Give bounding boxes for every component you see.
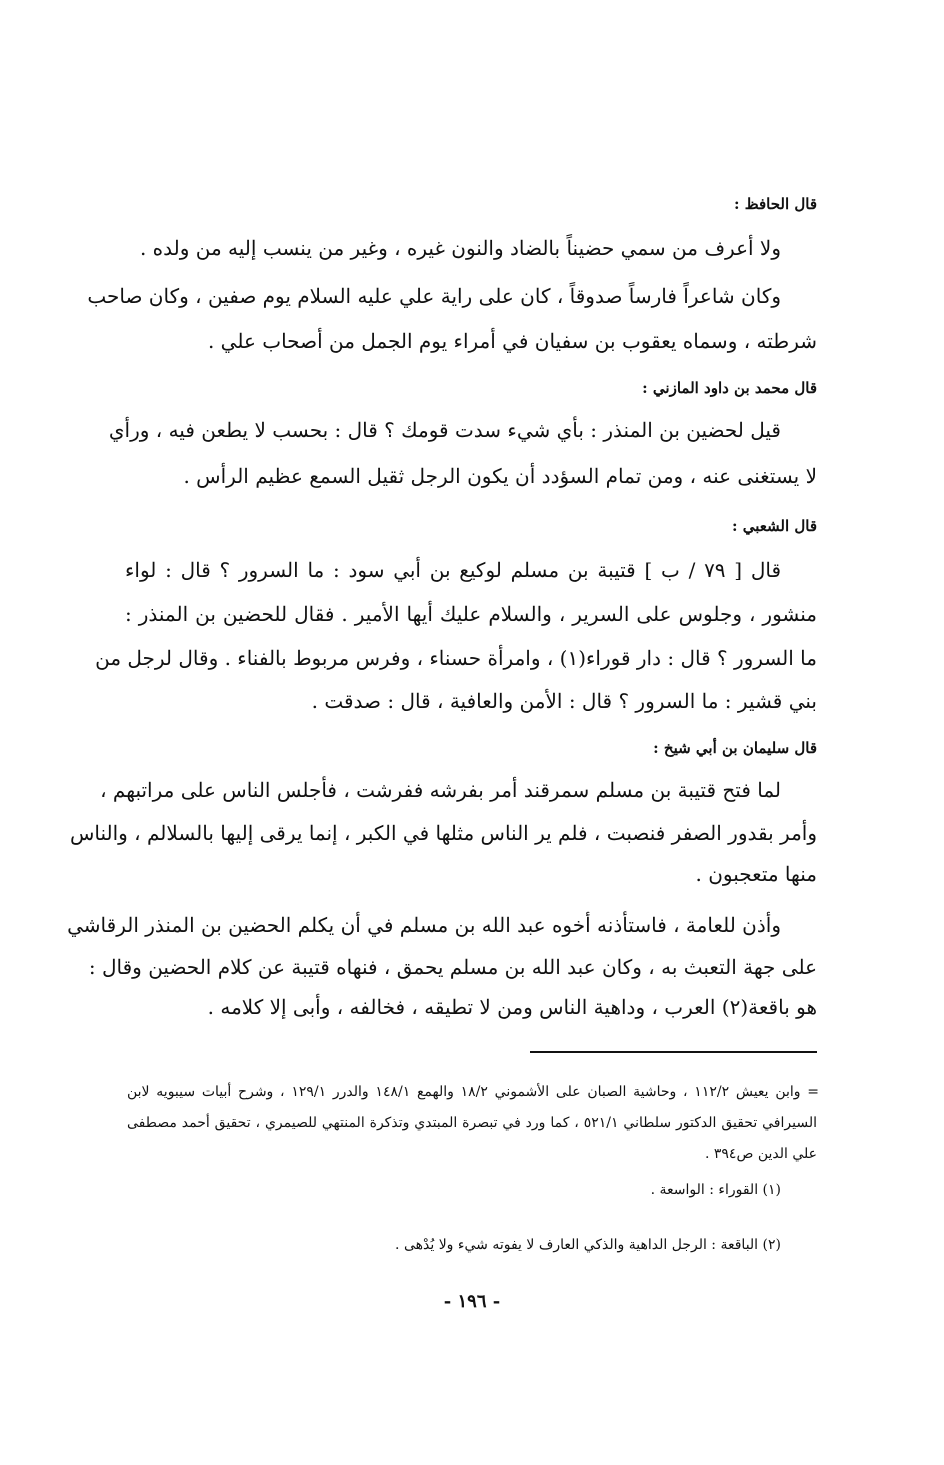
paragraph-line: قيل لحضين بن المنذر : بأي شيء سدت قومك ؟ قال : بحسب لا يطعن فيه ، ورأي	[108, 418, 781, 442]
paragraph-line: ما السرور ؟ قال : دار قوراء(١) ، وامرأة حسناء ، وفرس مربوط بالفناء . وقال لرجل من	[95, 646, 817, 670]
footnote-line: = وابن يعيش ١١٢/٢ ، وحاشية الصبان على الأشموني ١٨/٢ والهمع ١٤٨/١ والدرر ١٢٩/١ ، وشرح أبيات سيبويه لابن	[127, 1084, 819, 1100]
paragraph-line: وكان شاعراً فارساً صدوقاً ، كان على راية علي عليه السلام يوم صفين ، وكان صاحب	[87, 284, 781, 308]
footnote-line: علي الدين ص٣٩٤ .	[704, 1146, 817, 1162]
footnote-1: (١) القوراء : الواسعة .	[650, 1182, 781, 1198]
paragraph-line: قال [ ٧٩ / ب ] قتيبة بن مسلم لوكيع بن أبي سود : ما السرور ؟ قال : لواء	[125, 558, 782, 582]
paragraph-line: لا يستغنى عنه ، ومن تمام السؤدد أن يكون الرجل ثقيل السمع عظيم الرأس .	[183, 464, 817, 488]
section-heading-hafiz: قال الحافظ :	[733, 195, 817, 213]
footnote-separator	[530, 1051, 817, 1053]
section-heading-sulayman: قال سليمان بن أبي شيخ :	[653, 739, 817, 757]
footnote-2: (٢) الباقعة : الرجل الداهية والذكي العارف لا يفوته شيء ولا يُدْهى .	[395, 1237, 781, 1253]
paragraph-line: وأمر بقدور الصفر فنصبت ، فلم ير الناس مثلها في الكبر ، إنما يرقى إليها بالسلالم ، والناس	[69, 821, 817, 845]
paragraph-line: شرطته ، وسماه يعقوب بن سفيان في أمراء يوم الجمل من أصحاب علي .	[207, 329, 817, 353]
paragraph-line: لما فتح قتيبة بن مسلم سمرقند أمر بفرشه ففرشت ، فأجلس الناس على مراتبهم ،	[100, 778, 781, 802]
paragraph-line: بني قشير : ما السرور ؟ قال : الأمن والعافية ، قال : صدقت .	[311, 689, 817, 713]
paragraph-line: ولا أعرف من سمي حضيناً بالضاد والنون غيره ، وغير من ينسب إليه من ولده .	[139, 236, 781, 260]
paragraph-line: منها متعجبون .	[695, 862, 817, 886]
paragraph-line: على جهة التعبث به ، وكان عبد الله بن مسلم يحمق ، فنهاه قتيبة عن كلام الحضين وقال :	[88, 955, 817, 979]
page-number: - ١٩٦ -	[443, 1291, 501, 1312]
paragraph-line: هو باقعة(٢) العرب ، وداهية الناس ومن لا تطيقه ، فخالفه ، وأبى إلا كلامه .	[207, 995, 817, 1019]
footnote-line: السيرافي تحقيق الدكتور سلطاني ٥٢١/١ ، كما ورد في تبصرة المبتدي وتذكرة المنتهي للصيمري ، تحقيق أحمد مصطفى	[127, 1115, 817, 1131]
paragraph-line: منشور ، وجلوس على السرير ، والسلام عليك أيها الأمير . فقال للحضين بن المنذر :	[125, 602, 817, 626]
paragraph-line: وأذن للعامة ، فاستأذنه أخوه عبد الله بن مسلم في أن يكلم الحضين بن المنذر الرقاشي	[67, 913, 781, 937]
section-heading-shabi: قال الشعبي :	[731, 517, 817, 535]
section-heading-mazini: قال محمد بن داود المازني :	[642, 379, 817, 397]
